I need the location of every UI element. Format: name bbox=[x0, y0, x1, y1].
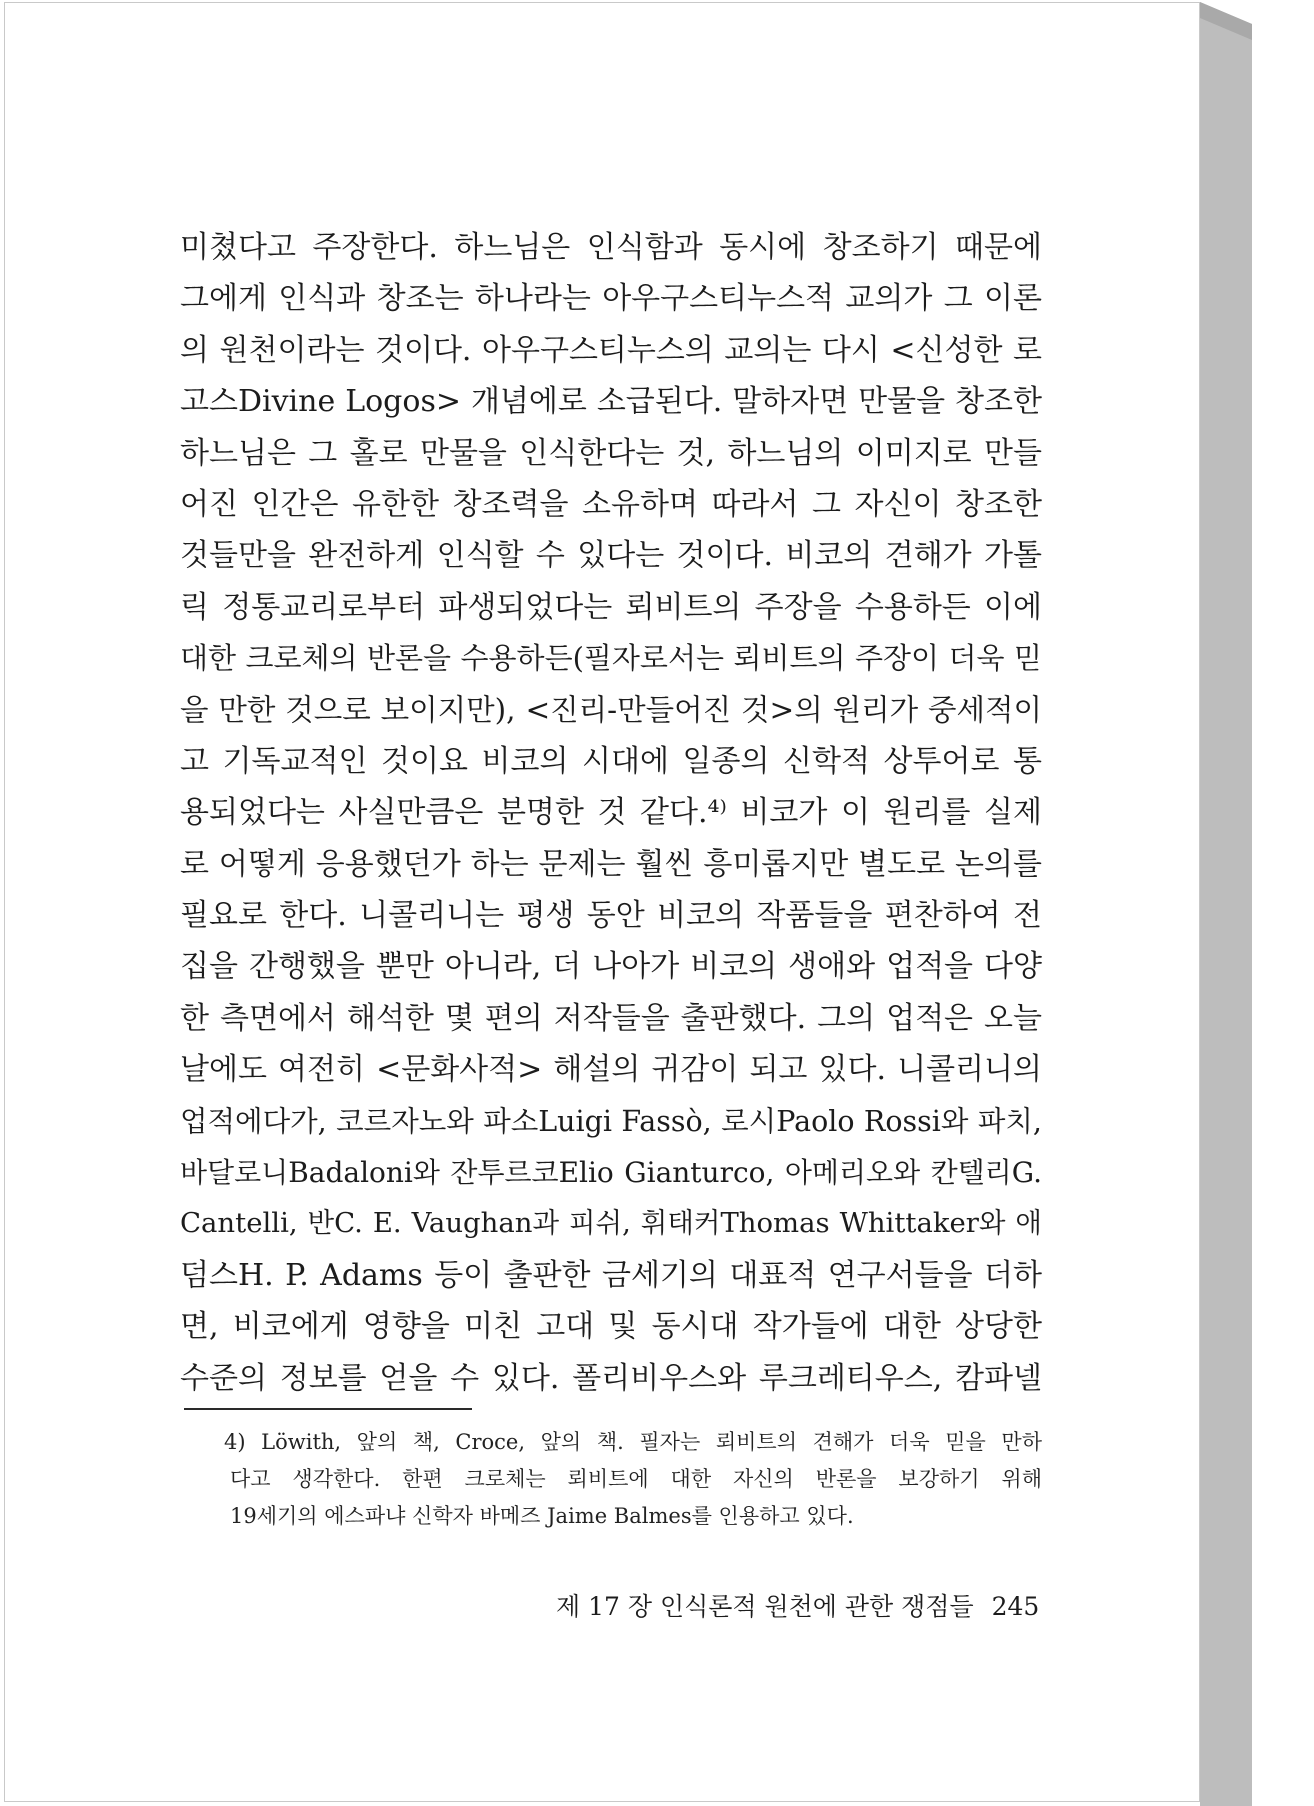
text-line: 필요로 한다. 니콜리니는 평생 동안 비코의 작품들을 편찬하여 전 bbox=[180, 898, 1042, 934]
footnote-line: 19세기의 에스파냐 신학자 바메즈 Jaime Balmes를 인용하고 있다. bbox=[230, 1504, 854, 1528]
text-line: 수준의 정보를 얻을 수 있다. 폴리비우스와 루크레티우스, 캄파넬 bbox=[180, 1360, 1042, 1396]
text-line: 면, 비코에게 영향을 미친 고대 및 동시대 작가들에 대한 상당한 bbox=[180, 1309, 1042, 1345]
text-line: 미쳤다고 주장한다. 하느님은 인식함과 동시에 창조하기 때문에 bbox=[180, 230, 1042, 265]
text-line: 덤스H. P. Adams 등이 출판한 금세기의 대표적 연구서들을 더하 bbox=[180, 1257, 1042, 1293]
text-line: 어진 인간은 유한한 창조력을 소유하며 따라서 그 자신이 창조한 bbox=[180, 486, 1042, 522]
footnote-divider bbox=[184, 1408, 472, 1410]
text-line: 로 어떻게 응용했던가 하는 문제는 훨씬 흥미롭지만 별도로 논의를 bbox=[180, 846, 1042, 882]
footnote-line: 다고 생각한다. 한편 크로체는 뢰비트에 대한 자신의 반론을 보강하기 위해 bbox=[230, 1467, 1042, 1491]
text-line: 고스Divine Logos> 개념에로 소급된다. 말하자면 만물을 창조한 bbox=[180, 384, 1042, 420]
text-line: 한 측면에서 해석한 몇 편의 저작들을 출판했다. 그의 업적은 오늘 bbox=[180, 1000, 1042, 1036]
text-line: Cantelli, 반C. E. Vaughan과 피쉬, 휘태커Thomas Whittaker와 애 bbox=[180, 1207, 1042, 1240]
text-line: 바달로니Badaloni와 잔투르코Elio Gianturco, 아메리오와 칸텔리G. bbox=[180, 1156, 1042, 1190]
text-line: 하느님은 그 홀로 만물을 인식한다는 것, 하느님의 이미지로 만들 bbox=[180, 435, 1042, 471]
text-line: 의 원천이라는 것이다. 아우구스티누스의 교의는 다시 <신성한 로 bbox=[180, 332, 1042, 368]
page-number: 245 bbox=[991, 1592, 1040, 1621]
text-line: 대한 크로체의 반론을 수용하든(필자로서는 뢰비트의 주장이 더욱 믿 bbox=[180, 641, 1042, 676]
text-line: 을 만한 것으로 보이지만), <진리-만들어진 것>의 원리가 중세적이 bbox=[180, 692, 1042, 727]
text-line: 집을 간행했을 뿐만 아니라, 더 나아가 비코의 생애와 업적을 다양 bbox=[180, 949, 1042, 985]
body-text bbox=[180, 222, 1042, 1404]
footnote bbox=[224, 1424, 1042, 1535]
text-line: 용되었다는 사실만큼은 분명한 것 같다.⁴⁾ 비코가 이 원리를 실제 bbox=[180, 795, 1042, 831]
text-line: 날에도 여전히 <문화사적> 해설의 귀감이 되고 있다. 니콜리니의 bbox=[180, 1052, 1042, 1088]
text-line: 고 기독교적인 것이요 비코의 시대에 일종의 신학적 상투어로 통 bbox=[180, 743, 1042, 779]
page-footer bbox=[556, 1590, 1040, 1624]
text-line: 릭 정통교리로부터 파생되었다는 뢰비트의 주장을 수용하든 이에 bbox=[180, 589, 1042, 625]
text-line: 그에게 인식과 창조는 하나라는 아우구스티누스적 교의가 그 이론 bbox=[180, 281, 1042, 317]
text-line: 업적에다가, 코르자노와 파소Luigi Fassò, 로시Paolo Rossi와 파치, bbox=[180, 1104, 1042, 1138]
running-head: 제 17 장 인식론적 원천에 관한 쟁점들 bbox=[556, 1592, 974, 1621]
footnote-line: 4) Löwith, 앞의 책, Croce, 앞의 책. 필자는 뢰비트의 견해가 더욱 믿을 만하 bbox=[224, 1430, 1042, 1454]
text-line: 것들만을 완전하게 인식할 수 있다는 것이다. 비코의 견해가 가톨 bbox=[180, 538, 1042, 574]
